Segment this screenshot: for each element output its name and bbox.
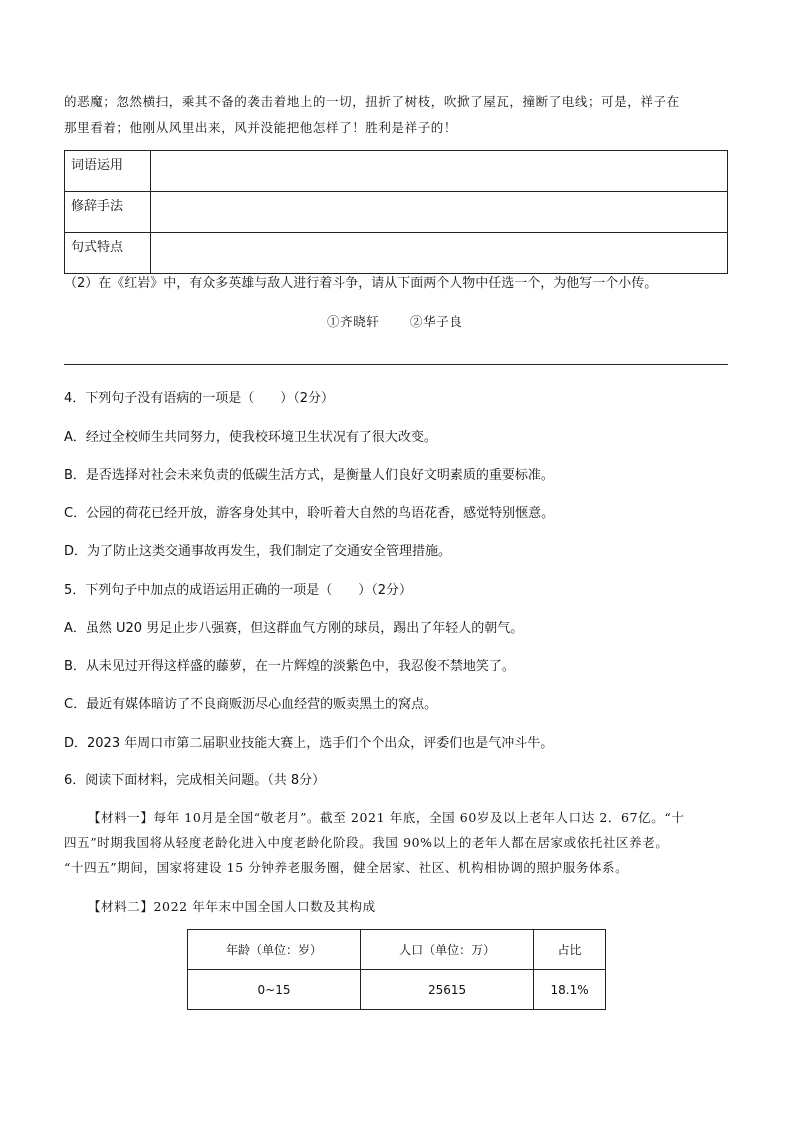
- passage-line-1: 的恶魔；忽然横扫，乘其不备的袭击着地上的一切，扭折了树枝，吹掀了屋瓦，撞断了电线；可是，祥子在: [64, 94, 680, 109]
- question-5-stem: 5．下列句子中加点的成语运用正确的一项是（ ）（2分）: [64, 583, 413, 598]
- table-cell: 0~15: [188, 970, 361, 1010]
- question-4-stem: 4．下列句子没有语病的一项是（ ）（2分）: [64, 391, 335, 406]
- option-2: ②华子良: [410, 314, 463, 329]
- material-2-title: 【材料二】2022 年年末中国全国人口数及其构成: [88, 899, 376, 914]
- answer-cell[interactable]: [151, 151, 728, 192]
- answer-cell[interactable]: [151, 192, 728, 233]
- table-row: [188, 970, 606, 1010]
- row-label: 修辞手法: [65, 192, 151, 233]
- column-header: 年龄（单位：岁）: [188, 930, 361, 970]
- material-1-line-1: 【材料一】每年 10月是全国“敬老月”。截至 2021 年底，全国 60岁及以上老年人口达 2．67亿。“十: [88, 810, 685, 825]
- table-row: [65, 151, 728, 192]
- question-4-option-d: D．为了防止这类交通事故再发生，我们制定了交通安全管理措施。: [64, 544, 452, 559]
- material-1-line-2: 四五”时期我国将从轻度老龄化进入中度老龄化阶段。我国 90%以上的老年人都在居家或依托社区养老。: [64, 835, 669, 850]
- question-6-stem: 6．阅读下面材料，完成相关问题。（共 8分）: [64, 773, 326, 788]
- row-label: 句式特点: [65, 233, 151, 274]
- question-4-option-a: A．经过全校师生共同努力，使我校环境卫生状况有了很大改变。: [64, 430, 437, 445]
- table-header-row: [188, 930, 606, 970]
- question-4-option-c: C．公园的荷花已经开放，游客身处其中，聆听着大自然的鸟语花香，感觉特别惬意。: [64, 506, 555, 521]
- row-label: 词语运用: [65, 151, 151, 192]
- table-row: [65, 233, 728, 274]
- question-5-option-c: C．最近有媒体暗访了不良商贩沥尽心血经营的贩卖黑土的窝点。: [64, 697, 438, 712]
- table-row: [65, 192, 728, 233]
- column-header: 占比: [534, 930, 606, 970]
- material-1-line-3: “十四五”期间，国家将建设 15 分钟养老服务圈，健全居家、社区、机构相协调的照护服务体系。: [64, 860, 629, 875]
- answer-line: [64, 364, 728, 365]
- option-1: ①齐晓轩: [327, 314, 380, 329]
- column-header: 人口（单位：万）: [361, 930, 534, 970]
- question-5-option-a: A．虽然 U20 男足止步八强赛，但这群血气方刚的球员，踢出了年轻人的朝气。: [64, 621, 524, 636]
- analysis-table: [64, 150, 728, 274]
- answer-cell[interactable]: [151, 233, 728, 274]
- population-table: [187, 929, 606, 1010]
- question-5-option-b: B．从未见过开得这样盛的藤萝，在一片辉煌的淡紫色中，我忍俊不禁地笑了。: [64, 659, 515, 674]
- table-cell: 18.1%: [534, 970, 606, 1010]
- question-3-2-text: （2）在《红岩》中，有众多英雄与敌人进行着斗争，请从下面两个人物中任选一个，为他写一个小传。: [64, 276, 658, 291]
- table-cell: 25615: [361, 970, 534, 1010]
- passage-line-2: 那里看着；他刚从风里出来，风并没能把他怎样了！胜利是祥子的！: [64, 120, 458, 135]
- question-5-option-d: D．2023 年周口市第二届职业技能大赛上，选手们个个出众，评委们也是气冲斗牛。: [64, 736, 554, 751]
- question-4-option-b: B．是否选择对社会未来负责的低碳生活方式，是衡量人们良好文明素质的重要标准。: [64, 468, 554, 483]
